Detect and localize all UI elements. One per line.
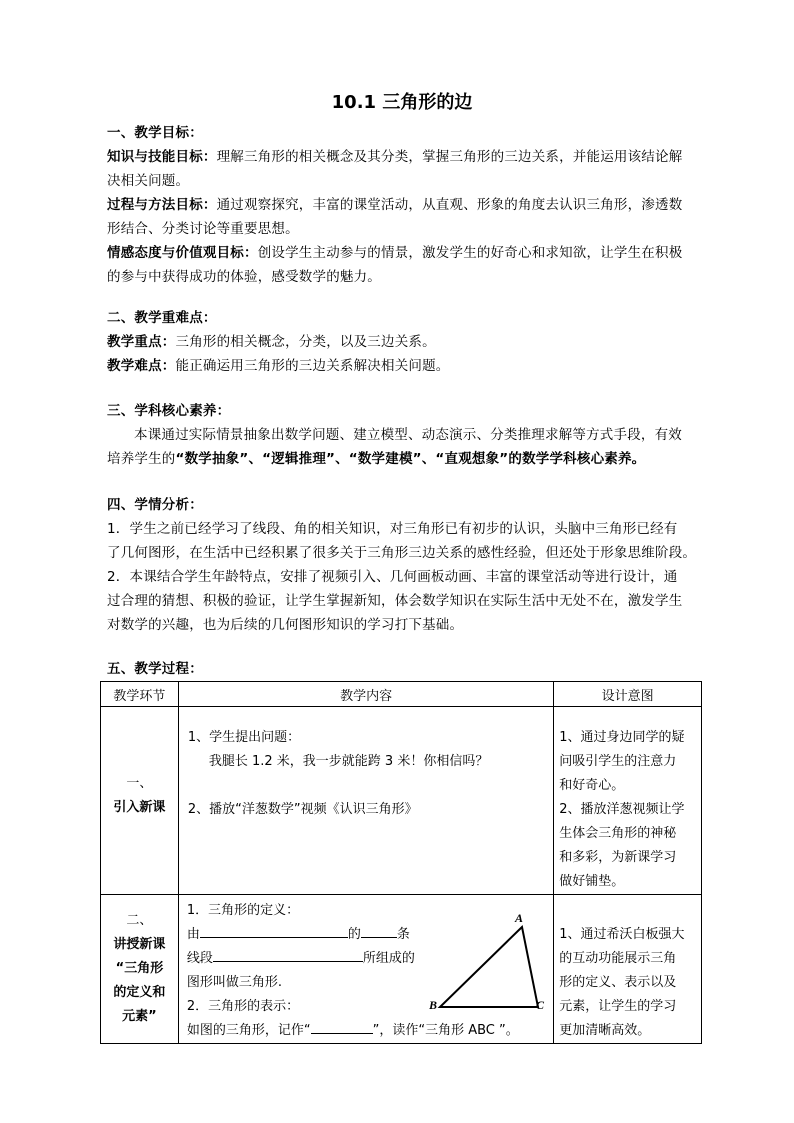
stage-name: 引入新课 <box>113 799 166 815</box>
objective-text: 形结合、分类讨论等重要思想。 <box>107 221 299 237</box>
key-label: 教学重点： <box>107 334 176 350</box>
content-line: 1．三角形的定义： <box>186 903 300 918</box>
literacy-emphasis: “数学抽象”、“逻辑推理”、“数学建模”、“直观想象”的数学学科核心素养。 <box>175 451 646 467</box>
objective-label: 过程与方法目标： <box>107 197 217 213</box>
intent-cell <box>554 895 702 1044</box>
objective-text: 理解三角形的相关概念及其分类，掌握三角形的三边关系，并能运用该结论解 <box>216 149 683 165</box>
section-core-literacy <box>107 399 697 471</box>
document-title: 10.1 三角形的边 <box>331 92 473 113</box>
objective-label: 知识与技能目标： <box>107 149 217 165</box>
fill-blank[interactable] <box>361 923 397 938</box>
section-objectives <box>107 121 697 289</box>
table-header: 设计意图 <box>554 682 702 707</box>
fill-text: 线段 <box>186 951 213 966</box>
fill-text: 的 <box>347 927 361 942</box>
stage-cell <box>101 895 179 1044</box>
stage-name: “三角形 <box>115 961 164 976</box>
objective-text: 创设学生主动参与的情景，激发学生的好奇心和求知欲，让学生在积极 <box>257 245 683 261</box>
difficulty-label: 教学难点： <box>107 358 176 374</box>
intent-line: 更加清晰高效。 <box>559 1023 651 1038</box>
paragraph: 1．学生之前已经学习了线段、角的相关知识，对三角形已有初步的认识，头脑中三角形已经有 <box>107 521 678 537</box>
lesson-table <box>100 681 702 1044</box>
intent-cell <box>554 707 702 895</box>
difficulty-text: 能正确运用三角形的三边关系解决相关问题。 <box>175 358 450 374</box>
paragraph: 2．本课结合学生年龄特点，安排了视频引入、几何画板动画、丰富的课堂活动等进行设计，通 <box>107 569 678 585</box>
section-key-points <box>107 306 697 378</box>
paragraph: 过合理的猜想、积极的验证，让学生掌握新知，体会数学知识在实际生活中无处不在，激发学生 <box>107 593 683 609</box>
fill-blank[interactable] <box>311 1019 373 1034</box>
stage-name: 讲授新课 <box>113 937 166 952</box>
section-heading: 三、学科核心素养： <box>107 403 231 419</box>
key-text: 三角形的相关概念，分类，以及三边关系。 <box>175 334 436 350</box>
table-row <box>101 707 702 895</box>
stage-name: 的定义和 <box>113 985 166 1000</box>
content-line <box>187 1019 553 1043</box>
table-header-row <box>101 682 702 707</box>
fill-text: 如图的三角形，记作“ <box>186 1023 311 1038</box>
fill-blank[interactable] <box>213 947 363 962</box>
table-header: 教学内容 <box>178 682 553 707</box>
vertex-label-b: B <box>428 998 437 1009</box>
paragraph: 了几何图形，在生活中已经积累了很多关于三角形三边关系的感性经验，但还处于形象思维阶段。 <box>107 545 697 561</box>
section-student-analysis <box>107 493 697 637</box>
intent-line: 2、播放洋葱视频让学 <box>559 802 685 817</box>
table-header: 教学环节 <box>101 682 179 707</box>
section-process <box>107 657 697 681</box>
objective-text: 决相关问题。 <box>107 173 190 189</box>
paragraph: 本课通过实际情景抽象出数学问题、建立模型、动态演示、分类推理求解等方式手段，有效 <box>134 427 682 443</box>
intent-line: 元素，让学生的学习 <box>559 999 677 1014</box>
intent-line: 和多彩，为新课学习 <box>559 850 677 865</box>
content-line: 1、学生提出问题： <box>187 730 301 745</box>
triangle-shape <box>440 927 538 1007</box>
section-heading: 二、教学重难点： <box>107 310 217 326</box>
vertex-label-c: C <box>535 998 544 1009</box>
intent-line: 的互动功能展示三角 <box>559 951 677 966</box>
fill-blank[interactable] <box>200 923 348 938</box>
section-heading: 四、学情分析： <box>107 497 203 513</box>
fill-text: ”，读作“三角形 ABC ”。 <box>372 1023 519 1038</box>
intent-line: 形的定义、表示以及 <box>559 975 677 990</box>
fill-text: 条 <box>396 927 410 942</box>
objective-text: 的参与中获得成功的体验，感受数学的魅力。 <box>107 269 381 285</box>
section-heading: 五、教学过程： <box>107 661 203 677</box>
objective-text: 通过观察探究，丰富的课堂活动，从直观、形象的角度去认识三角形，渗透数 <box>216 197 683 213</box>
objective-label: 情感态度与价值观目标： <box>107 245 258 261</box>
section-heading: 一、教学目标： <box>107 125 203 141</box>
intent-line: 1、通过希沃白板强大 <box>559 927 685 942</box>
fill-text: 由 <box>186 927 200 942</box>
content-line: 图形叫做三角形. <box>186 975 282 990</box>
stage-cell <box>101 707 179 895</box>
table-row <box>101 895 702 1044</box>
intent-line: 1、通过身边同学的疑 <box>559 730 685 745</box>
stage-number: 一、 <box>126 775 153 791</box>
intent-line: 问吸引学生的注意力 <box>559 754 677 769</box>
intent-line: 做好铺垫。 <box>559 874 625 889</box>
vertex-label-a: A <box>514 911 523 925</box>
content-cell <box>178 895 553 1044</box>
triangle-figure <box>429 911 547 1009</box>
fill-text: 所组成的 <box>362 951 415 966</box>
stage-number: 二、 <box>126 913 153 928</box>
intent-line: 生体会三角形的神秘 <box>559 826 677 841</box>
content-cell <box>178 707 553 895</box>
content-line: 2、播放“洋葱数学”视频《认识三角形》 <box>187 802 418 817</box>
stage-name: 元素” <box>122 1009 157 1024</box>
content-line: 2．三角形的表示： <box>186 999 300 1014</box>
content-line: 我腿长 1.2 米，我一步就能跨 3 米！你相信吗？ <box>208 754 489 769</box>
paragraph: 培养学生的 <box>107 451 176 467</box>
intent-line: 和好奇心。 <box>559 778 625 793</box>
paragraph: 对数学的兴趣，也为后续的几何图形知识的学习打下基础。 <box>107 617 464 633</box>
